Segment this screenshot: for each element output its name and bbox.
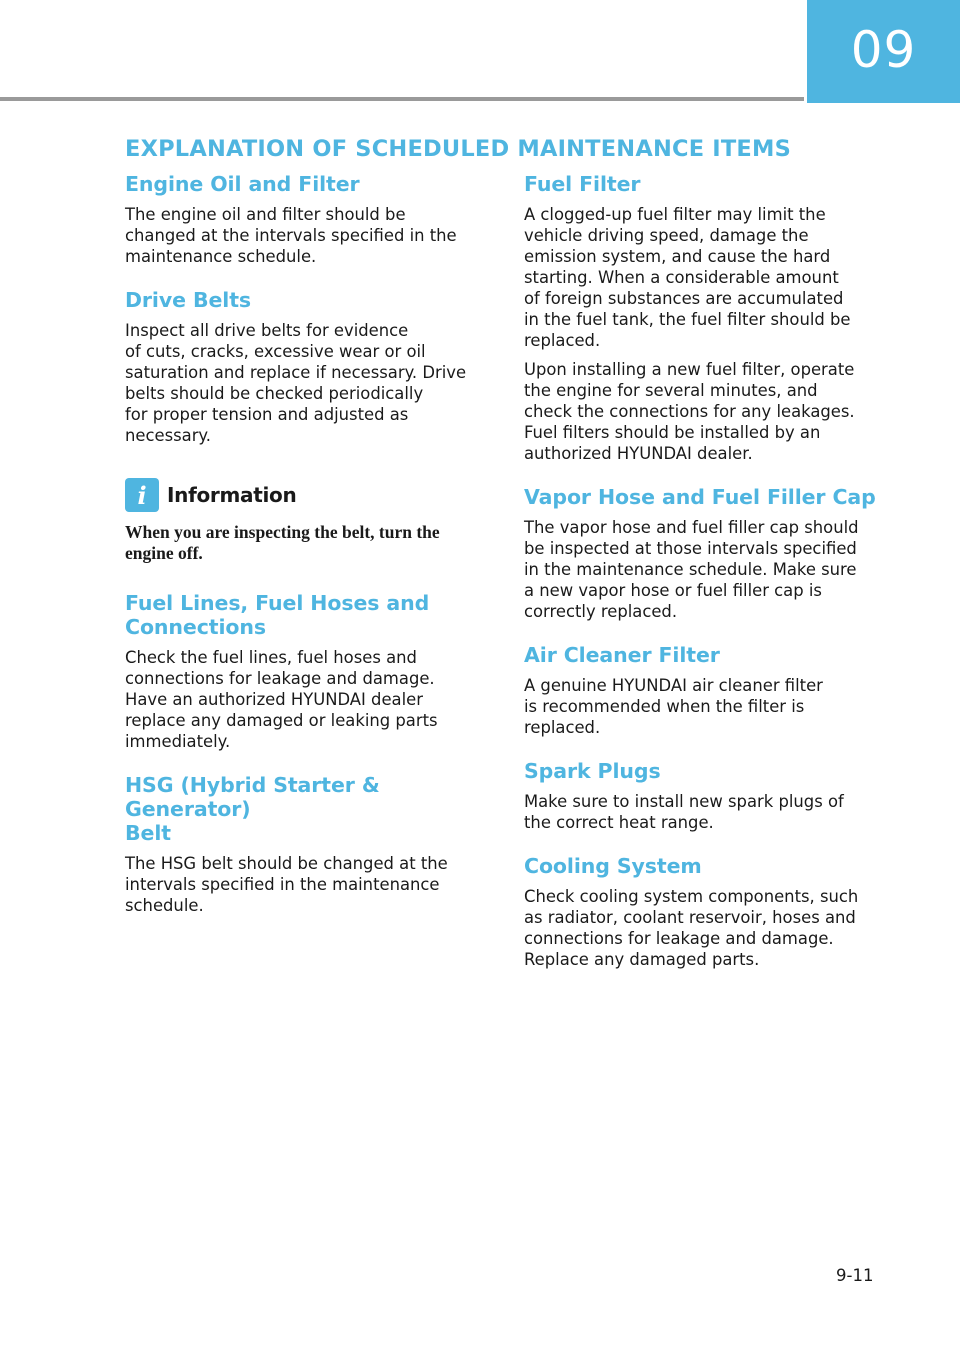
- section: [524, 759, 889, 833]
- chapter-number: 09: [850, 20, 917, 79]
- left-sections-after-info: [125, 591, 490, 916]
- page-number: 9-11: [836, 1266, 874, 1285]
- section: [125, 172, 490, 267]
- info-title: Information: [167, 483, 297, 507]
- section: [524, 854, 889, 970]
- section: [524, 172, 889, 464]
- right-column: [524, 172, 889, 991]
- section-paragraph: Upon installing a new fuel filter, operate the engine for several minutes, and check the connections for any leakages. Fuel filters should be installed by an authorized HYUNDAI dealer.: [524, 360, 855, 463]
- section-heading: Air Cleaner Filter: [524, 643, 720, 667]
- header-rule: [0, 97, 804, 101]
- left-column: [125, 172, 490, 937]
- section-paragraph: The HSG belt should be changed at the intervals specified in the maintenance schedule.: [125, 854, 448, 915]
- info-icon: i: [125, 478, 159, 512]
- section: [524, 485, 889, 622]
- right-sections: [524, 172, 889, 970]
- section: [125, 591, 490, 752]
- info-box: [125, 478, 490, 564]
- section-heading: Spark Plugs: [524, 759, 661, 783]
- section-paragraph: Check cooling system components, such as radiator, coolant reservoir, hoses and connections for leakage and damage. Replace any damaged parts.: [524, 887, 859, 969]
- section: [125, 288, 490, 446]
- section-paragraph: A clogged-up fuel filter may limit the vehicle driving speed, damage the emission system, and cause the hard starting. When a considerable amount of foreign substances are accumulated in the fuel tank, the fuel filter should be replaced.: [524, 205, 851, 350]
- section: [125, 773, 490, 916]
- section: [524, 643, 889, 738]
- section-paragraph: Make sure to install new spark plugs of the correct heat range.: [524, 792, 844, 832]
- left-sections-before-info: [125, 172, 490, 446]
- section-heading: Vapor Hose and Fuel Filler Cap: [524, 485, 876, 509]
- section-paragraph: Check the fuel lines, fuel hoses and connections for leakage and damage. Have an authorized HYUNDAI dealer replace any damaged or leaking parts immediately.: [125, 648, 438, 751]
- section-heading: Fuel Filter: [524, 172, 641, 196]
- chapter-tab: [807, 0, 960, 103]
- section-paragraph: The engine oil and filter should be changed at the intervals specified in the maintenance schedule.: [125, 205, 457, 266]
- section-heading: HSG (Hybrid Starter & Generator) Belt: [125, 773, 380, 845]
- page-title: EXPLANATION OF SCHEDULED MAINTENANCE ITEMS: [125, 136, 791, 162]
- section-paragraph: A genuine HYUNDAI air cleaner filter is recommended when the filter is replaced.: [524, 676, 823, 737]
- info-text: When you are inspecting the belt, turn the engine off.: [125, 522, 440, 563]
- section-heading: Cooling System: [524, 854, 702, 878]
- section-heading: Engine Oil and Filter: [125, 172, 360, 196]
- section-heading: Fuel Lines, Fuel Hoses and Connections: [125, 591, 430, 639]
- info-header: [125, 478, 490, 512]
- section-paragraph: The vapor hose and fuel filler cap should be inspected at those intervals specified in the maintenance schedule. Make sure a new vapor hose or fuel filler cap is correctly replaced.: [524, 518, 859, 621]
- section-heading: Drive Belts: [125, 288, 252, 312]
- section-paragraph: Inspect all drive belts for evidence of cuts, cracks, excessive wear or oil saturation and replace if necessary. Drive belts should be checked periodically for proper tension and adjusted as necessary.: [125, 321, 467, 445]
